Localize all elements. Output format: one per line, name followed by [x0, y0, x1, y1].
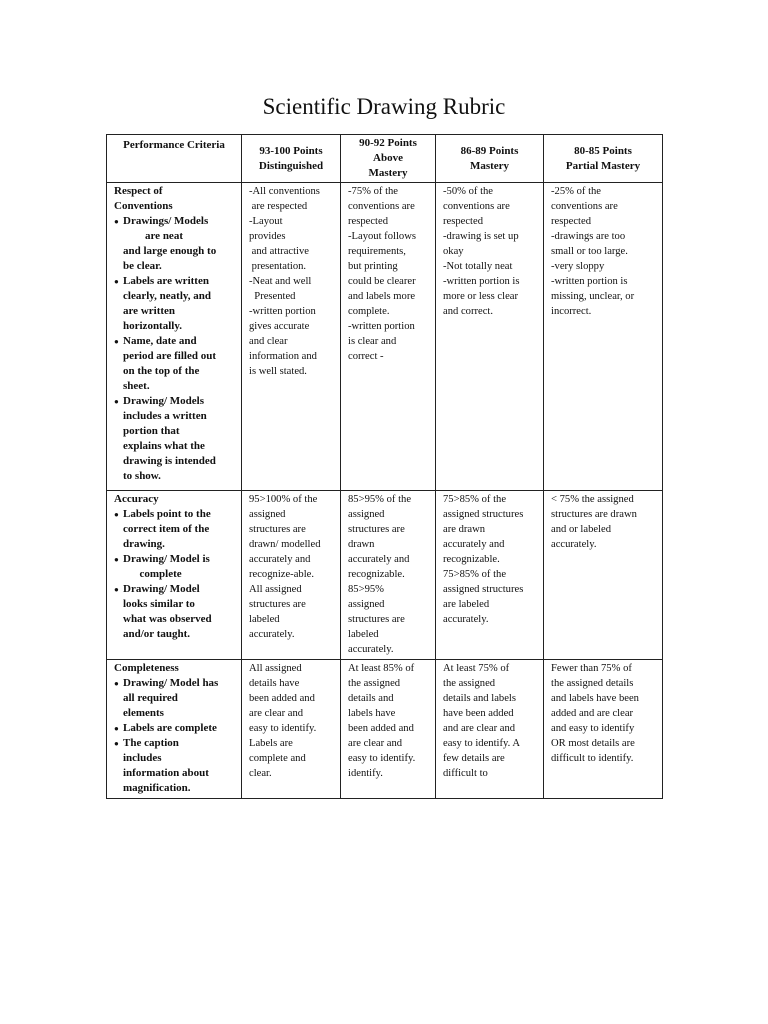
cell-line: accurately and [348, 554, 410, 565]
cell-line: accurately. [249, 629, 295, 640]
cell-line: details have [249, 678, 300, 689]
rubric-cell [242, 183, 341, 491]
criteria-item-line: period are filled out [123, 350, 216, 362]
cell-line: accurately. [551, 539, 597, 550]
criteria-item [114, 507, 236, 552]
criteria-item-line: portion that [123, 425, 180, 437]
cell-line: information and [249, 351, 317, 362]
rubric-cell [544, 183, 663, 491]
cell-line: Fewer than 75% of [551, 663, 632, 674]
criteria-item-line: ● Labels are written [123, 275, 209, 287]
cell-line: conventions are [348, 201, 415, 212]
criteria-cell [107, 660, 242, 799]
criteria-item [114, 721, 236, 736]
cell-line: recognizable. [348, 569, 405, 580]
cell-line: have been added [443, 708, 514, 719]
cell-line: structures are [348, 614, 405, 625]
criteria-item-line: on the top of the [123, 365, 200, 377]
cell-line: -Layout [249, 216, 283, 227]
criteria-heading: Accuracy [114, 493, 159, 505]
criteria-item-line: drawing is intended [123, 455, 216, 467]
cell-line: -Not totally neat [443, 261, 513, 272]
header-line: 93-100 Points [259, 144, 323, 157]
cell-line: -written portion [348, 321, 415, 332]
cell-line: more or less clear [443, 291, 519, 302]
cell-line: -drawing is set up [443, 231, 519, 242]
criteria-item [114, 582, 236, 642]
rubric-cell [436, 183, 544, 491]
cell-line: 75>85% of the [443, 569, 507, 580]
cell-line: the assigned [348, 678, 401, 689]
cell-line: added and are clear [551, 708, 634, 719]
cell-line: labels have [348, 708, 396, 719]
cell-line: complete and [249, 753, 306, 764]
cell-line: OR most details are [551, 738, 635, 749]
criteria-item-line: horizontally. [123, 320, 182, 332]
header-line: 80-85 Points [574, 144, 632, 157]
cell-line: and labels more [348, 291, 416, 302]
cell-line: All assigned [249, 584, 302, 595]
cell-line: -drawings are too [551, 231, 626, 242]
cell-line: Labels are [249, 738, 293, 749]
cell-line: -written portion is [551, 276, 628, 287]
criteria-item [114, 552, 236, 582]
criteria-item-line: magnification. [123, 782, 191, 794]
header-performance-criteria [107, 135, 242, 183]
criteria-item-line: complete [123, 568, 182, 580]
criteria-item-line: ● Labels are complete [123, 722, 217, 734]
table-row [107, 183, 663, 491]
criteria-item-line: ● The caption [123, 737, 179, 749]
criteria-list [114, 507, 236, 642]
criteria-item-line: ● Drawing/ Models [123, 395, 204, 407]
cell-line: accurately and [443, 539, 505, 550]
cell-line: are clear and [249, 708, 304, 719]
cell-line: 85>95% [348, 584, 384, 595]
criteria-item [114, 394, 236, 484]
rubric-cell [436, 660, 544, 799]
header-line: Above [373, 152, 403, 164]
criteria-item-line: drawing. [123, 538, 165, 550]
cell-line: 75>85% of the [443, 494, 507, 505]
criteria-item-line: includes a written [123, 410, 207, 422]
criteria-item-line: and large enough to [123, 245, 217, 257]
cell-line: difficult to [443, 768, 488, 779]
cell-line: assigned [249, 509, 286, 520]
cell-line: is well stated. [249, 366, 307, 377]
criteria-item-line: clearly, neatly, and [123, 290, 211, 302]
cell-line: are clear and [348, 738, 403, 749]
cell-line: conventions are [551, 201, 618, 212]
cell-line: conventions are [443, 201, 510, 212]
rubric-cell [242, 491, 341, 660]
criteria-item-line: sheet. [123, 380, 150, 392]
cell-line: < 75% the assigned [551, 494, 634, 505]
cell-line: -75% of the [348, 186, 399, 197]
rubric-table [106, 134, 663, 799]
cell-line: -written portion [249, 306, 316, 317]
criteria-item [114, 676, 236, 721]
header-line: Mastery [469, 159, 510, 172]
cell-line: and clear [249, 336, 288, 347]
cell-line: structures are [348, 524, 405, 535]
criteria-item-line: explains what the [123, 440, 205, 452]
rubric-cell [341, 660, 436, 799]
cell-line: recognize-able. [249, 569, 314, 580]
cell-line: and labels have been [551, 693, 639, 704]
cell-line: At least 75% of [443, 663, 510, 674]
header-line: 86-89 Points [460, 144, 519, 157]
cell-line: been added and [348, 723, 414, 734]
criteria-item-line: ● Labels point to the [123, 508, 211, 520]
cell-line: drawn/ modelled [249, 539, 321, 550]
rubric-cell [341, 183, 436, 491]
criteria-item-line: includes [123, 752, 162, 764]
cell-line: and are clear and [443, 723, 516, 734]
criteria-item-line: ● Drawings/ Models [123, 215, 209, 227]
cell-line: -All conventions [249, 186, 320, 197]
criteria-list [114, 214, 236, 484]
criteria-cell [107, 183, 242, 491]
cell-line: respected [443, 216, 483, 227]
header-mastery [436, 135, 544, 183]
cell-line: complete. [348, 306, 390, 317]
header-distinguished [242, 135, 341, 183]
cell-line: easy to identify. A [443, 738, 520, 749]
criteria-heading: Conventions [114, 200, 173, 212]
cell-line: accurately and [249, 554, 311, 565]
header-line: Performance Criteria [123, 139, 225, 151]
criteria-item [114, 274, 236, 334]
cell-line: -Neat and well [249, 276, 312, 287]
cell-line: clear. [249, 768, 272, 779]
cell-line: are respected [249, 201, 308, 212]
header-partial-mastery [544, 135, 663, 183]
header-line: Partial Mastery [565, 159, 641, 172]
table-row [107, 660, 663, 799]
cell-line: respected [551, 216, 591, 227]
cell-line: are labeled [443, 599, 490, 610]
cell-line: 85>95% of the [348, 494, 412, 505]
page-title: Scientific Drawing Rubric [262, 94, 506, 119]
cell-line: provides [249, 231, 286, 242]
cell-line: and attractive [249, 246, 309, 257]
cell-line: assigned [348, 509, 385, 520]
cell-line: requirements, [348, 246, 406, 257]
cell-line: At least 85% of [348, 663, 415, 674]
cell-line: assigned structures [443, 509, 524, 520]
cell-line: labeled [348, 629, 379, 640]
criteria-item-line: are neat [123, 230, 183, 242]
criteria-item-line: ● Drawing/ Model has [123, 677, 219, 689]
cell-line: 95>100% of the [249, 494, 318, 505]
cell-line: missing, unclear, or [551, 291, 635, 302]
cell-line: assigned [348, 599, 385, 610]
criteria-item-line: and/or taught. [123, 628, 191, 640]
cell-line: -Layout follows [348, 231, 416, 242]
criteria-item-line: looks similar to [123, 598, 195, 610]
cell-line: structures are [249, 599, 306, 610]
criteria-item-line: information about [123, 767, 209, 779]
cell-line: and or labeled [551, 524, 612, 535]
rubric-cell [544, 660, 663, 799]
cell-line: okay [443, 246, 464, 257]
header-line: Mastery [368, 167, 408, 179]
criteria-item-line: be clear. [123, 260, 162, 272]
cell-line: and correct. [443, 306, 493, 317]
criteria-item [114, 334, 236, 394]
cell-line: assigned structures [443, 584, 524, 595]
cell-line: correct - [348, 351, 384, 362]
cell-line: drawn [348, 539, 375, 550]
cell-line: is clear and [348, 336, 397, 347]
cell-line: accurately. [348, 644, 394, 655]
cell-line: gives accurate [249, 321, 310, 332]
cell-line: -25% of the [551, 186, 602, 197]
criteria-heading: Completeness [114, 662, 179, 674]
criteria-item-line: ● Drawing/ Model [123, 583, 200, 595]
cell-line: the assigned details [551, 678, 634, 689]
criteria-item-line: what was observed [123, 613, 212, 625]
cell-line: the assigned [443, 678, 496, 689]
rubric-cell [341, 491, 436, 660]
header-row [107, 135, 663, 183]
header-above-mastery [341, 135, 436, 183]
cell-line: -very sloppy [551, 261, 605, 272]
cell-line: -written portion is [443, 276, 520, 287]
cell-line: accurately. [443, 614, 489, 625]
criteria-item-line: all required [123, 692, 178, 704]
cell-line: easy to identify. [249, 723, 317, 734]
cell-line: recognizable. [443, 554, 500, 565]
cell-line: -50% of the [443, 186, 494, 197]
cell-line: but printing [348, 261, 398, 272]
criteria-item-line: ● Drawing/ Model is [123, 553, 210, 565]
cell-line: respected [348, 216, 388, 227]
criteria-item [114, 736, 236, 796]
cell-line: labeled [249, 614, 280, 625]
cell-line: few details are [443, 753, 505, 764]
cell-line: incorrect. [551, 306, 592, 317]
cell-line: structures are drawn [551, 509, 637, 520]
rubric-cell [242, 660, 341, 799]
criteria-item-line: are written [123, 305, 176, 317]
header-line: 90-92 Points [359, 137, 417, 149]
cell-line: been added and [249, 693, 315, 704]
cell-line: identify. [348, 768, 383, 779]
cell-line: are drawn [443, 524, 486, 535]
cell-line: easy to identify. [348, 753, 416, 764]
cell-line: and easy to identify [551, 723, 635, 734]
criteria-list [114, 676, 236, 796]
cell-line: presentation. [249, 261, 307, 272]
cell-line: difficult to identify. [551, 753, 634, 764]
criteria-item-line: to show. [123, 470, 161, 482]
cell-line: Presented [249, 291, 296, 302]
table-row [107, 491, 663, 660]
criteria-heading: Respect of [114, 185, 163, 197]
rubric-cell [544, 491, 663, 660]
cell-line: details and [348, 693, 394, 704]
criteria-item [114, 214, 236, 274]
header-line: Distinguished [258, 159, 324, 172]
criteria-cell [107, 491, 242, 660]
criteria-item-line: ● Name, date and [123, 335, 197, 347]
cell-line: could be clearer [348, 276, 416, 287]
cell-line: details and labels [443, 693, 516, 704]
cell-line: structures are [249, 524, 306, 535]
criteria-item-line: elements [123, 707, 164, 719]
cell-line: All assigned [249, 663, 302, 674]
criteria-item-line: correct item of the [123, 523, 210, 535]
cell-line: small or too large. [551, 246, 628, 257]
rubric-cell [436, 491, 544, 660]
